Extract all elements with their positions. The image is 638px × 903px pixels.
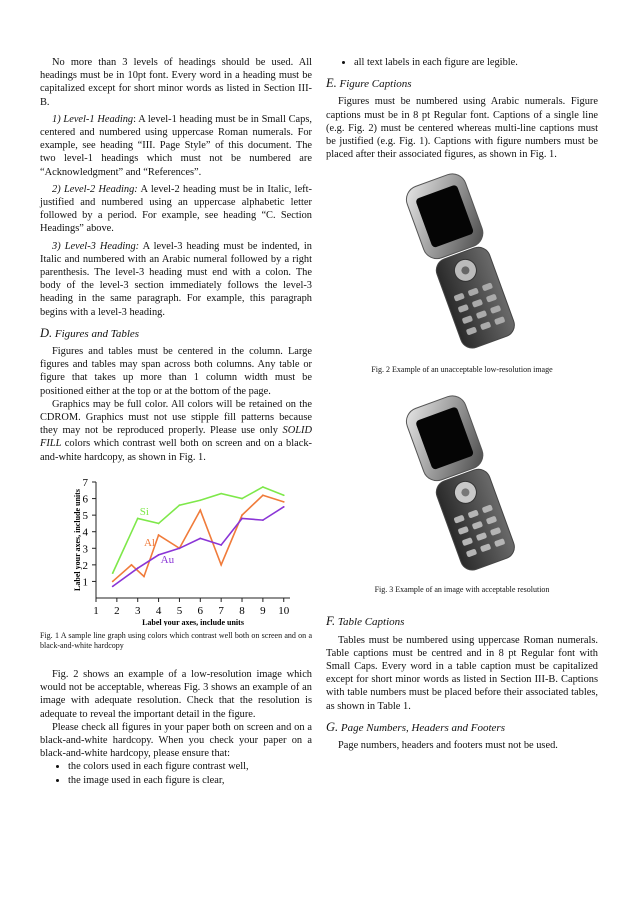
series-label-al: Al (143, 536, 155, 549)
phone-image-highres (402, 389, 522, 577)
data-point (262, 494, 264, 496)
data-point (158, 534, 160, 536)
paragraph-table-captions: Tables must be numbered using uppercase Roman numerals. Table captions must be centred and in 8 pt Regular font with Small Caps. Every word in a table caption must be capitalized except for short minor words as listed in Section III-B. Captions with table numbers must be placed before their associated tables, as shown in Table 1. (326, 634, 598, 712)
figure-1-caption: Fig. 1 A sample line graph using colors which contrast well both on screen and on a black-and-white hardcopy (40, 630, 312, 650)
section-d-letter: D. (40, 325, 53, 340)
data-point (220, 493, 222, 495)
level1-label: 1) Level-1 Heading (52, 113, 134, 125)
data-point (241, 514, 243, 516)
solid-fill-emphasis: SOLID FILL (40, 425, 312, 450)
level3-label: 3) Level-3 Heading: (52, 240, 140, 252)
checklist (40, 760, 312, 786)
section-e-letter: E. (326, 76, 337, 91)
list-item: • the image used in each figure is clear, (68, 774, 312, 787)
data-point (241, 517, 243, 519)
data-point (158, 554, 160, 556)
data-point (199, 537, 201, 539)
y-tick-label: 5 (82, 510, 88, 523)
y-tick-label: 7 (82, 476, 88, 489)
level2-label: 2) Level-2 Heading: (52, 183, 138, 195)
line-chart (40, 474, 312, 626)
figure-2-caption: Fig. 2 Example of an unacceptable low-resolution image (371, 365, 553, 375)
level1-text: : A level-1 heading must be in Small Caps, centered and numbered using uppercase Roman numerals. For example, see heading “III. Page Style” of this document. The two level-1 headings which must not be numbered are “Acknowledgment” and “References”. (40, 113, 312, 178)
data-point (137, 517, 139, 519)
data-point (112, 580, 114, 582)
data-point (283, 501, 285, 503)
figure-2 (326, 167, 598, 375)
section-g-heading (326, 721, 598, 735)
x-tick-label: 6 (197, 604, 204, 617)
data-point (220, 564, 222, 566)
y-tick-label: 3 (82, 543, 88, 556)
data-point (158, 522, 160, 524)
data-point (199, 499, 201, 501)
paragraph-figures-tables: Figures and tables must be centered in the column. Large figures and tables may span across both columns. Any table or figure that takes up more than 1 column width must be positioned either at the top or at the bottom of the page. (40, 346, 312, 397)
checklist-continued (326, 56, 598, 69)
paragraph-page-numbers: Page numbers, headers and footers must not be used. (338, 740, 558, 752)
left-column (40, 56, 312, 789)
data-point (179, 504, 181, 506)
data-point (112, 572, 114, 574)
y-tick-label: 2 (82, 559, 88, 572)
y-tick-label: 4 (82, 526, 88, 539)
data-point (283, 506, 285, 508)
list-item: • all text labels in each figure are legible. (354, 56, 598, 69)
series-label-au: Au (160, 554, 175, 567)
paragraph-heading-levels: No more than 3 levels of headings should be used. All headings must be in 10pt font. Every word in a heading must be capitalized except for short minor words as listed in Section III-B. (40, 57, 312, 108)
data-point (143, 575, 145, 577)
section-f-heading (326, 615, 598, 629)
data-point (241, 498, 243, 500)
y-tick-label: 1 (82, 576, 88, 589)
x-tick-label: 9 (260, 604, 266, 617)
x-tick-label: 2 (114, 604, 120, 617)
data-point (220, 544, 222, 546)
data-point (199, 509, 201, 511)
x-tick-label: 5 (176, 604, 183, 617)
paragraph-fig2: Fig. 2 shows an example of a low-resolution image which would not be acceptable, whereas Fig. 3 shows an example of an image with adequate resolution. Check that the resolution is adequate to reveal the important detail in the figure. (40, 668, 312, 720)
list-item: • the colors used in each figure contrast well, (68, 760, 312, 773)
data-point (179, 547, 181, 549)
x-tick-label: 3 (134, 604, 141, 617)
data-point (131, 564, 133, 566)
data-point (262, 519, 264, 521)
graphics-text-a: Graphics may be full color. All colors will be retained on the CDROM. Graphics must not use stipple fill patterns because they may not be reproduced properly. Please use only (40, 398, 312, 437)
section-d-heading (40, 327, 312, 341)
phone-image-lowres (402, 167, 522, 355)
y-axis-label: Label your axes, include units (73, 488, 82, 591)
data-point (137, 567, 139, 569)
y-tick-label: 6 (82, 493, 88, 506)
paragraph-check: Please check all figures in your paper both on screen and on a black-and-white hardcopy. When you check your paper on a black-and-white hardcopy, please ensure that: (40, 721, 312, 760)
paragraph-graphics (40, 398, 312, 464)
x-tick-label: 1 (93, 604, 99, 617)
section-g-title: Page Numbers, Headers and Footers (340, 721, 505, 734)
section-d-title: Figures and Tables (54, 327, 140, 340)
paragraph-figure-captions: Figures must be numbered using Arabic numerals. Figure captions must be in 8 pt Regular font. Captions of a single line (e.g. Fig. 2) must be centered whereas multi-line captions must be justified (e.g. Fig. 1). Captions with figure numbers must be placed after their associated figures, as shown in Fig. 1. (326, 96, 598, 161)
data-point (283, 494, 285, 496)
figure-3 (326, 389, 598, 595)
level2-text: A level-2 heading must be in Italic, left-justified and numbered using an uppercase alphabetic letter followed by a period. For example, see heading “C. Section Headings” above. (40, 183, 312, 235)
section-e-heading (326, 77, 598, 91)
section-f-title: Table Captions (337, 616, 405, 629)
x-tick-label: 7 (218, 604, 224, 617)
figure-3-caption: Fig. 3 Example of an image with acceptable resolution (374, 585, 550, 595)
graphics-text-b: colors which contrast well both on screen and on a black-and-white hardcopy, as shown in Fig. 1. (40, 438, 312, 463)
x-tick-label: 10 (278, 604, 290, 617)
series-label-si: Si (139, 506, 149, 519)
level3-text: A level-3 heading must be indented, in Italic and numbered with an Arabic numeral followed by a right parenthesis. The level-3 heading must end with a colon. The body of the level-3 section immediately follows the level-3 heading in the same paragraph. For example, this paragraph begins with a level-3 heading. (40, 240, 312, 318)
figure-1 (40, 474, 312, 651)
section-f-letter: F. (326, 614, 336, 629)
data-point (262, 486, 264, 488)
x-axis-label: Label your axes, include units (142, 617, 244, 626)
paragraph-level1 (40, 113, 312, 179)
paragraph-level3 (40, 240, 312, 319)
data-point (112, 585, 114, 587)
x-tick-label: 4 (155, 604, 162, 617)
section-g-letter: G. (326, 719, 339, 734)
right-column (326, 56, 598, 756)
x-tick-label: 8 (239, 604, 245, 617)
paragraph-level2 (40, 183, 312, 236)
section-e-title: Figure Captions (339, 78, 412, 91)
